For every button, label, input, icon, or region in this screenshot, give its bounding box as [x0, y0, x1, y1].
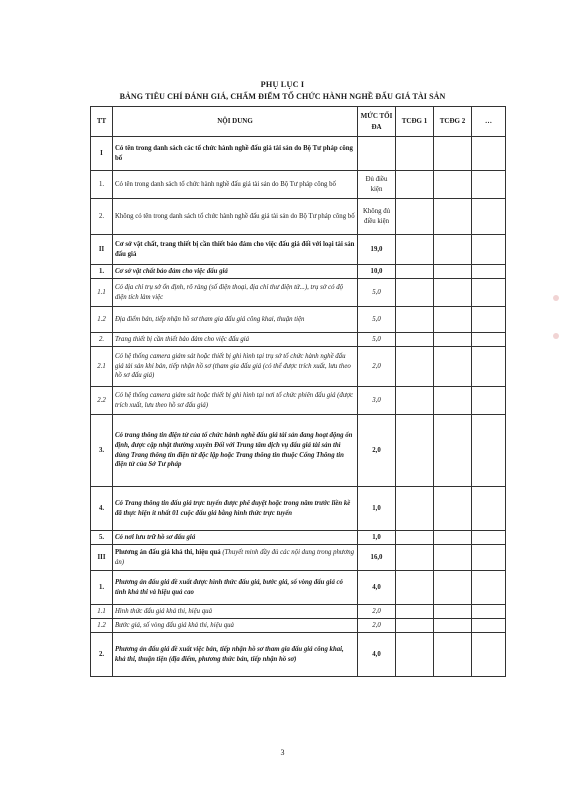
row-number: 3. — [91, 415, 113, 487]
more-score-cell — [472, 571, 506, 605]
stamp-mark — [553, 333, 559, 339]
row-max-score: 1,0 — [358, 487, 396, 531]
row-max-score: 4,0 — [358, 633, 396, 677]
org2-score-cell — [434, 235, 472, 265]
row-number: 1.2 — [91, 619, 113, 633]
table-row — [91, 545, 506, 571]
org1-score-cell — [396, 347, 434, 387]
more-score-cell — [472, 545, 506, 571]
org1-score-cell — [396, 199, 434, 235]
org2-score-cell — [434, 415, 472, 487]
row-max-score: 16,0 — [358, 545, 396, 571]
table-row — [91, 137, 506, 171]
org1-score-cell — [396, 333, 434, 347]
org2-score-cell — [434, 171, 472, 199]
more-score-cell — [472, 307, 506, 333]
col-header-max: MỨC TỐI ĐA — [358, 107, 396, 137]
org2-score-cell — [434, 545, 472, 571]
org2-score-cell — [434, 387, 472, 415]
row-content: Cơ sở vật chất bảo đảm cho việc đấu giá — [113, 265, 358, 279]
more-score-cell — [472, 171, 506, 199]
col-header-org1: TCĐG 1 — [396, 107, 434, 137]
table-row — [91, 171, 506, 199]
row-content: Có nơi lưu trữ hồ sơ đấu giá — [113, 531, 358, 545]
row-max-score: 1,0 — [358, 531, 396, 545]
more-score-cell — [472, 415, 506, 487]
appendix-title: PHỤ LỤC I — [260, 80, 305, 89]
more-score-cell — [472, 487, 506, 531]
more-score-cell — [472, 265, 506, 279]
col-header-org2: TCĐG 2 — [434, 107, 472, 137]
row-number: 4. — [91, 487, 113, 531]
row-content: Không có tên trong danh sách tổ chức hành nghề đấu giá tài sản do Bộ Tư pháp công bố — [113, 199, 358, 235]
row-content-note: (Thuyết minh đầy đủ các nội dung trong phương án) — [115, 548, 355, 566]
row-content: Phương án đấu giá đề xuất việc bán, tiếp nhận hồ sơ tham gia đấu giá công khai, khả thi, thuận tiện (địa điểm, phương thức bán, tiếp nhận hồ sơ) — [113, 633, 358, 677]
more-score-cell — [472, 619, 506, 633]
org1-score-cell — [396, 265, 434, 279]
org1-score-cell — [396, 633, 434, 677]
more-score-cell — [472, 235, 506, 265]
row-max-score: 2,0 — [358, 415, 396, 487]
table-row — [91, 333, 506, 347]
table-row — [91, 387, 506, 415]
table-row — [91, 605, 506, 619]
table-row — [91, 487, 506, 531]
org2-score-cell — [434, 619, 472, 633]
row-max-score: 3,0 — [358, 387, 396, 415]
row-max-score: 5,0 — [358, 333, 396, 347]
row-max-score: 2,0 — [358, 619, 396, 633]
org2-score-cell — [434, 487, 472, 531]
table-row — [91, 633, 506, 677]
table-row — [91, 571, 506, 605]
more-score-cell — [472, 199, 506, 235]
row-max-score: 5,0 — [358, 307, 396, 333]
row-content: Có hệ thống camera giám sát hoặc thiết bị ghi hình tại trụ sở tổ chức hành nghề đấu giá tài sản khi bán, tiếp nhận hồ sơ (tham gia đấu giá (có thể được trích xuất, lưu theo hồ sơ đấu giá) — [113, 347, 358, 387]
org2-score-cell — [434, 333, 472, 347]
row-number: 1. — [91, 171, 113, 199]
row-number: 1.2 — [91, 307, 113, 333]
row-content: Có hệ thống camera giám sát hoặc thiết bị ghi hình tại nơi tổ chức phiên đấu giá (được trích xuất, lưu theo hồ sơ đấu giá) — [113, 387, 358, 415]
row-max-score — [358, 137, 396, 171]
row-number: 1.1 — [91, 279, 113, 307]
page-number: 3 — [280, 748, 285, 757]
table-title: BẢNG TIÊU CHÍ ĐÁNH GIÁ, CHẤM ĐIỂM TỔ CHỨC HÀNH NGHỀ ĐẤU GIÁ TÀI SẢN — [119, 92, 446, 101]
col-header-tt: TT — [91, 107, 113, 137]
org2-score-cell — [434, 571, 472, 605]
row-max-score: 2,0 — [358, 605, 396, 619]
more-score-cell — [472, 333, 506, 347]
org2-score-cell — [434, 279, 472, 307]
criteria-table — [90, 106, 506, 677]
col-header-content: NỘI DUNG — [113, 107, 358, 137]
row-number: I — [91, 137, 113, 171]
row-content: Có Trang thông tin đấu giá trực tuyến được phê duyệt hoặc trong năm trước liền kề đã thực hiện ít nhất 01 cuộc đấu giá bằng hình thức trực tuyến — [113, 487, 358, 531]
org1-score-cell — [396, 619, 434, 633]
table-row — [91, 265, 506, 279]
org1-score-cell — [396, 545, 434, 571]
row-content: Địa điểm bán, tiếp nhận hồ sơ tham gia đấu giá công khai, thuận tiện — [113, 307, 358, 333]
row-content: Cơ sở vật chất, trang thiết bị cần thiết bảo đảm cho việc đấu giá đối với loại tài sản đấu giá — [113, 235, 358, 265]
row-number: 2.2 — [91, 387, 113, 415]
org1-score-cell — [396, 605, 434, 619]
table-row — [91, 307, 506, 333]
row-number: 2. — [91, 199, 113, 235]
row-max-score: 10,0 — [358, 265, 396, 279]
row-content: Trang thiết bị cần thiết bảo đảm cho việc đấu giá — [113, 333, 358, 347]
more-score-cell — [472, 387, 506, 415]
org1-score-cell — [396, 137, 434, 171]
org2-score-cell — [434, 265, 472, 279]
row-content-text: Phương án đấu giá khả thi, hiệu quả — [115, 548, 221, 556]
org2-score-cell — [434, 137, 472, 171]
row-max-score: Không đủ điều kiện — [358, 199, 396, 235]
row-number: 5. — [91, 531, 113, 545]
row-number: 2. — [91, 333, 113, 347]
col-header-more: … — [472, 107, 506, 137]
org1-score-cell — [396, 487, 434, 531]
row-content: Có tên trong danh sách các tổ chức hành nghề đấu giá tài sản do Bộ Tư pháp công bố — [113, 137, 358, 171]
more-score-cell — [472, 347, 506, 387]
row-content: Có trang thông tin điện tử của tổ chức hành nghề đấu giá tài sản đang hoạt động ổn định, được cập nhật thường xuyên Đối với Trung tâm dịch vụ đấu giá tài sản thì dùng Trang thông tin điện tử độc lập hoặc Trang thông tin thuộc Cổng Thông tin điện tử của Sở Tư pháp — [113, 415, 358, 487]
table-row — [91, 619, 506, 633]
stamp-mark — [553, 295, 559, 301]
table-row — [91, 415, 506, 487]
more-score-cell — [472, 531, 506, 545]
more-score-cell — [472, 279, 506, 307]
table-row — [91, 347, 506, 387]
table-row — [91, 199, 506, 235]
row-number: 2.1 — [91, 347, 113, 387]
org2-score-cell — [434, 633, 472, 677]
org1-score-cell — [396, 279, 434, 307]
row-max-score: 19,0 — [358, 235, 396, 265]
more-score-cell — [472, 605, 506, 619]
table-row — [91, 531, 506, 545]
row-max-score: Đủ điều kiện — [358, 171, 396, 199]
row-max-score: 5,0 — [358, 279, 396, 307]
row-number: 1. — [91, 265, 113, 279]
org1-score-cell — [396, 387, 434, 415]
row-max-score: 4,0 — [358, 571, 396, 605]
org2-score-cell — [434, 199, 472, 235]
org2-score-cell — [434, 347, 472, 387]
org2-score-cell — [434, 307, 472, 333]
row-content: Có tên trong danh sách tổ chức hành nghề đấu giá tài sản do Bộ Tư pháp công bố — [113, 171, 358, 199]
org2-score-cell — [434, 605, 472, 619]
row-max-score: 2,0 — [358, 347, 396, 387]
more-score-cell — [472, 137, 506, 171]
org2-score-cell — [434, 531, 472, 545]
table-row — [91, 279, 506, 307]
row-number: II — [91, 235, 113, 265]
row-number: 1.1 — [91, 605, 113, 619]
row-content: Bước giá, số vòng đấu giá khả thi, hiệu quả — [113, 619, 358, 633]
org1-score-cell — [396, 571, 434, 605]
org1-score-cell — [396, 415, 434, 487]
row-content: Hình thức đấu giá khả thi, hiệu quả — [113, 605, 358, 619]
org1-score-cell — [396, 235, 434, 265]
row-content: Có địa chỉ trụ sở ổn định, rõ ràng (số điện thoại, địa chỉ thư điện tử...), trụ sở có độ diện tích làm việc — [113, 279, 358, 307]
row-number: 2. — [91, 633, 113, 677]
row-content — [113, 545, 358, 571]
org1-score-cell — [396, 171, 434, 199]
more-score-cell — [472, 633, 506, 677]
row-number: 1. — [91, 571, 113, 605]
row-content: Phương án đấu giá đề xuất được hình thức đấu giá, bước giá, số vòng đấu giá có tính khả thi và hiệu quả cao — [113, 571, 358, 605]
table-row — [91, 235, 506, 265]
row-number: III — [91, 545, 113, 571]
org1-score-cell — [396, 307, 434, 333]
org1-score-cell — [396, 531, 434, 545]
